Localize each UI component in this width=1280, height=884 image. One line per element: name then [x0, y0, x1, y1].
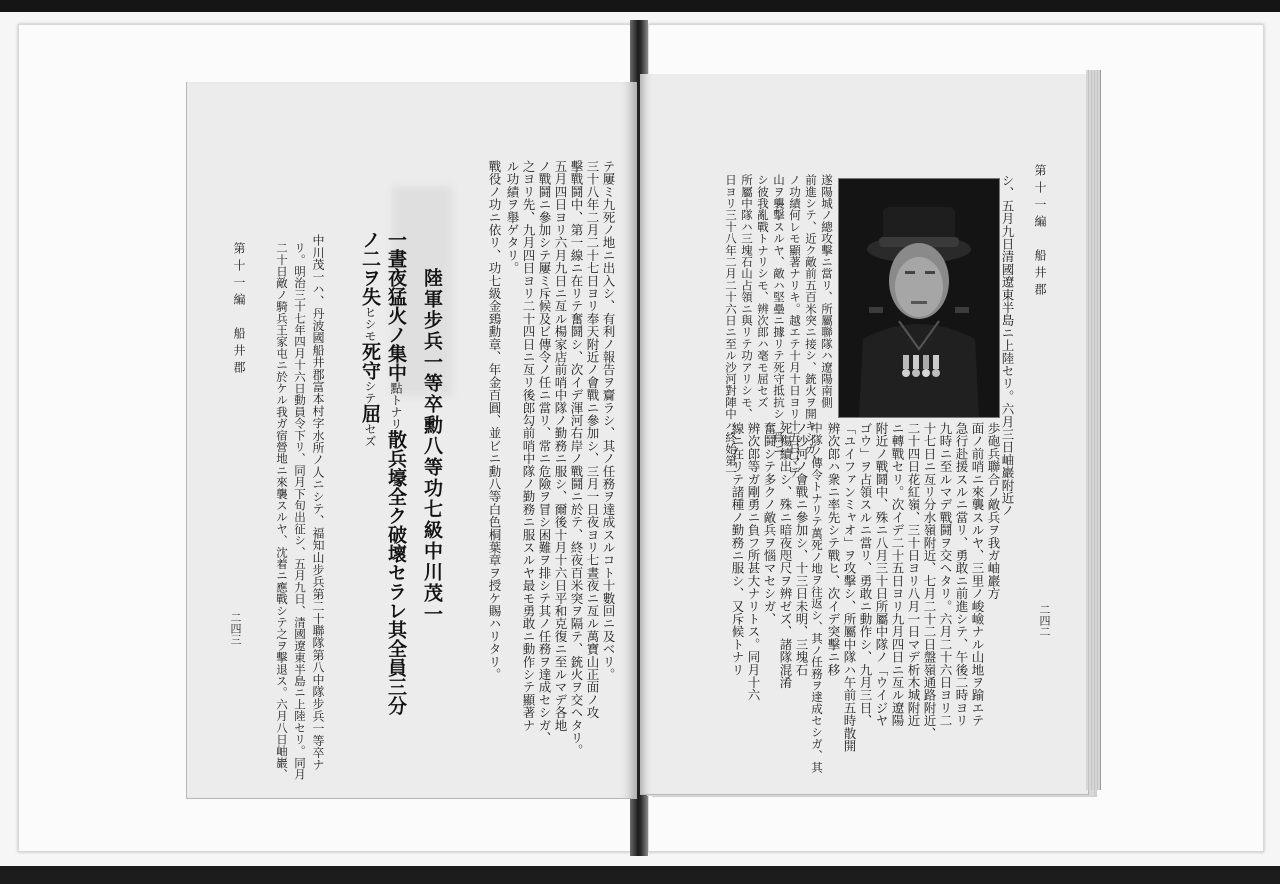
right-page: [640, 74, 1089, 795]
page-number: 二四二: [1038, 604, 1051, 637]
top-column-3: 前進シテ、近ク敵前五百米突ニ接シ、銃火ヲ開キシガ、: [804, 174, 818, 467]
motto-segment-small: シテ: [363, 380, 377, 404]
portrait-image: [839, 179, 999, 417]
motto-segment: 一晝夜猛火ノ集中: [385, 230, 407, 382]
running-head: 第十一編 船井郡: [1033, 164, 1047, 300]
top-column-7: 所屬中隊ハ三塊石山占領ニ與リテ功アリシモ、: [740, 174, 754, 420]
entry-heading: 陸軍步兵一等卒勳八等功七級中川茂一: [421, 268, 443, 625]
entry-column-1: 中川茂一ハ、丹波國船井郡富本村字水所ノ人ニシテ、福知山步兵第二十聯隊第八中隊步兵一等卒ナ: [311, 234, 325, 771]
motto-segment: ノ二ヲ失: [359, 230, 381, 306]
body-column-5: ノ戰鬪ニ參加シテ屢ミ斥候及ビ傳令ノ任ニ當リ、常ニ危險ヲ冒シ困難ヲ排シテ其ノ任務ヲ達成セシガ、: [537, 160, 552, 745]
body-column-16: 辨次郎等ガ剛勇ニ負フ所甚大ナリトス。同月十六: [746, 422, 761, 702]
page-number: 二四三: [229, 612, 242, 645]
body-column-8: 附近ノ戰鬪中、殊ニ八月三十日所屬中隊ノ「ウイジヤ: [874, 422, 889, 727]
motto-segment: 散兵壕全ク破壞セラレ其全員三分: [385, 430, 407, 715]
body-column-4: 九時ニ至ルマデ戰鬪ヲ交ヘタリ。六月二十六日ヨリ二: [938, 422, 953, 727]
body-column-6: 之ヨリ先、九月四日ヨリ二十四日ニ亙リ後郎勾前哨中隊ノ勤務ニ服スルヤ最モ勇敢ニ動作シテ顯著ナ: [521, 160, 536, 732]
scan-border-bottom: [0, 866, 1280, 884]
body-column-1: テ屢ミ九死ノ地ニ出入シ、有利ノ報告ヲ齎ラシ、其ノ任務ヲ達成スルコト十數回ニ及ベリ。: [601, 160, 616, 681]
body-column-5: 十七日ニ亙リ分水嶺附近、七月二十二日盤嶺通路附近、: [922, 422, 937, 740]
motto-segment-small: セズ: [363, 423, 377, 447]
motto-segment: 屈: [359, 404, 381, 423]
running-head: 第十一編 船井郡: [232, 242, 246, 378]
body-column-8: 戰役ノ功ニ依リ、功七級金鵄勳章、年金百圓、並ビニ勳八等白色桐葉章ヲ授ケ賜ハリタリ。: [487, 160, 502, 681]
body-column-3: 擊戰鬪中、第一線ニ在リテ奮鬪シ、次イデ渾河右岸ノ戰鬪ニ於テ、終夜百米突ヲ隔テ、銃火ヲ交ヘタリ。: [569, 160, 584, 757]
top-column-4: ノ功績何レモ顯著ナリキ。越エテ十月十日ヨリ十五日マデ: [788, 174, 802, 479]
top-column-5: 山ヲ襲擊スルヤ、敵ハ堅壘ニ據リテ死守抵抗シ、爲ニ: [772, 174, 786, 455]
top-column-2: 遂陽城ノ總攻擊ニ當リ、所屬聯隊ハ遼陽南側: [820, 174, 834, 408]
top-column-6: シ彼我亂戰トナリシモ、辨次郎ハ毫モ屈セズ: [756, 174, 770, 408]
soldier-portrait-photo: [838, 178, 1000, 418]
body-column-4: 五月四日ヨリ六月九日ニ亙ル楊家店前哨中隊ノ勤務ニ服シ、爾後十月十六日平和克復ニ至ルマデ各地: [553, 160, 568, 732]
top-column-1: シ、五月九日清國遼東半島ニ上陸セリ。六月三日岫巖附近ノ: [1000, 174, 1015, 517]
top-column-8: 日ヨリ三十八年二月二十六日ニ至ル沙河對陣中ハ終始第一: [724, 174, 738, 479]
body-column-13: ノ沙河ノ會戰ニ參加シ、十三日未明、三塊石: [794, 422, 809, 676]
page-edge-stack: [1086, 70, 1101, 790]
body-column-7: ニ轉戰セリ。次イデ二十五日ヨリ九月四日ニ亙ル遼陽: [890, 422, 905, 727]
left-page: [186, 82, 637, 799]
entry-motto-line-2: [357, 230, 384, 447]
body-column-1: 歩砲兵聯合ノ敵兵ヲ我ガ岫巖方: [986, 422, 1001, 600]
body-column-2: 面ノ前哨ニ來襲スルヤ、三里ノ峻嶮ナル山地ヲ踰エテ: [970, 422, 985, 727]
body-column-17: 線ニ在リテ諸種ノ勤務ニ服シ、又斥候トナリ: [730, 422, 745, 676]
body-column-7: ル功績ヲ舉ゲタリ。: [505, 160, 520, 275]
body-column-9: ゴウ」ヲ占領スルニ當リ、勇敢ニ動作シ、九月三日、: [858, 422, 873, 727]
motto-segment: 死守: [359, 342, 381, 380]
motto-segment-small: 點トナリ: [389, 382, 403, 430]
body-column-11: 辨次郎ハ衆ニ率先シテ戰ヒ、次イデ突擊ニ移: [826, 422, 841, 676]
motto-segment-small: ヒシモ: [363, 306, 377, 342]
body-column-15: 奮鬪シテ多クノ敵兵ヲ惱マセシガ、: [762, 422, 777, 626]
entry-column-3: 二十日敵ノ騎兵王家屯ニ於ケル我ガ宿營地ニ來襲スルヤ、沈着ニ應戰シテ之ヲ擊退ス。六月八日岫巖、: [275, 242, 289, 781]
body-column-6: 二十四日花紅嶺、三十日ヨリ八月一日マデ析木城附近: [906, 422, 921, 727]
entry-motto-line-1: [383, 230, 410, 715]
scan-border-top: [0, 0, 1280, 12]
body-column-14: 死傷續出シ、殊ニ暗夜咫尺ヲ辨ゼズ、諸隊混淆: [778, 422, 793, 689]
body-column-2: 三十八年二月二十七日ヨリ奉天附近ノ會戰ニ參加シ、三月一日夜ヨリ七晝夜ニ亙ル萬寶山正面ノ攻: [585, 160, 600, 719]
body-column-12: 中隊ノ傳令トナリテ萬死ノ地ヲ往返シ、其ノ任務ヲ達成セシガ、其: [810, 422, 824, 773]
entry-column-2: リ。明治三十七年四月十六日動員令下リ、同月下旬出征シ、五月九日、清國遼東半島ニ上陸セリ。同月: [293, 242, 307, 781]
body-column-10: 「ユイファンミャオ」ヲ攻擊シ、所屬中隊ハ午前五時散開: [842, 422, 857, 753]
body-column-3: 急行赴援スルニ當リ、勇敢ニ前進シテ、午後二時ヨリ: [954, 422, 969, 727]
